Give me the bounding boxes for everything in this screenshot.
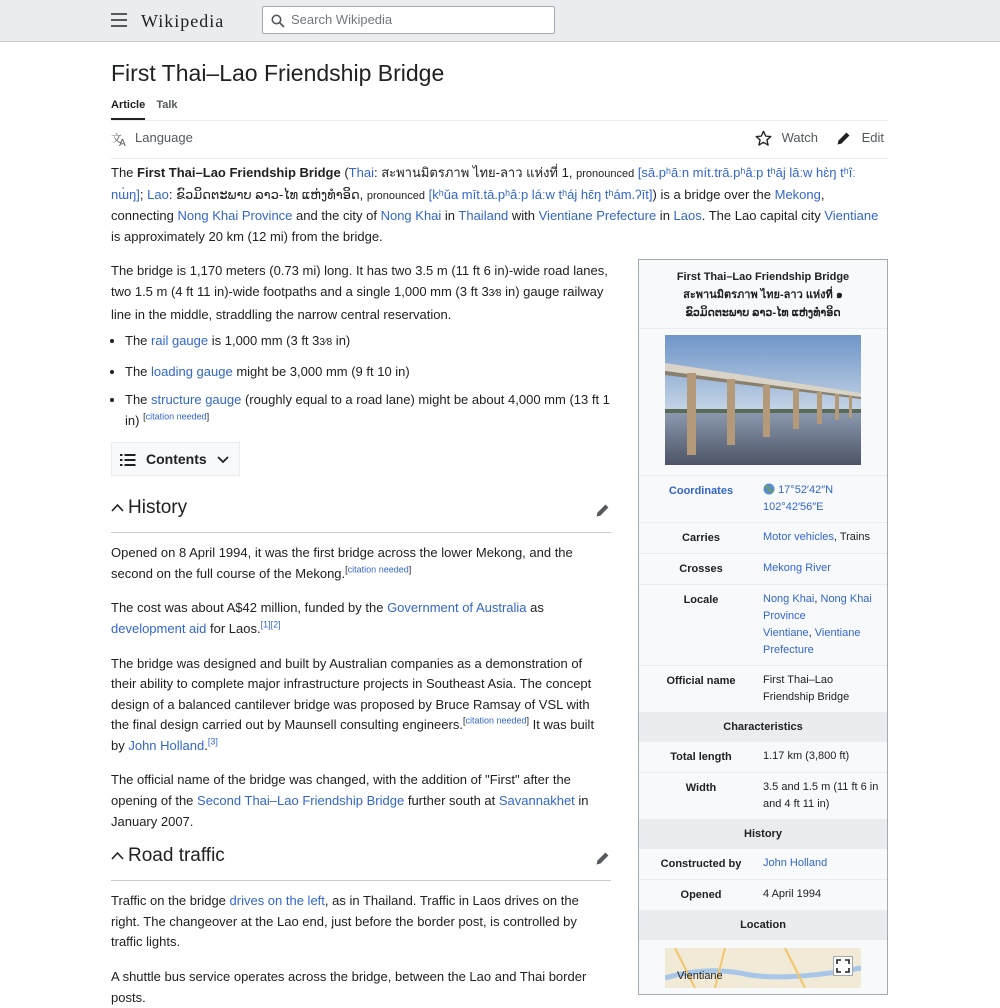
link-vientiane-prefecture[interactable]: Vientiane Prefecture — [538, 208, 657, 224]
link-nong-khai-province[interactable]: Nong Khai Province — [763, 593, 872, 622]
list-item: • The structure gauge (roughly equal to a road lane) might be about 4,000 mm (13 ft 1 in) [citation needed] — [125, 390, 611, 431]
link-government-of-australia[interactable]: Government of Australia — [387, 600, 527, 616]
page-toolbar — [111, 128, 888, 150]
top-header — [0, 0, 1000, 42]
svg-text:文: 文 — [111, 131, 122, 145]
link-thailand[interactable]: Thailand — [458, 208, 509, 224]
link-john-holland[interactable]: John Holland — [763, 857, 828, 869]
link-vientiane[interactable]: Vientiane — [763, 627, 809, 639]
reference-link[interactable]: [3] — [207, 736, 218, 747]
link-vientiane[interactable]: Vientiane — [824, 208, 879, 224]
road-traffic-section-header[interactable] — [111, 842, 611, 881]
bridge-photo[interactable] — [639, 329, 887, 476]
search-box[interactable] — [262, 6, 555, 34]
divider — [111, 158, 888, 159]
language-label: Language — [135, 130, 193, 145]
citation-needed-link[interactable]: citation needed — [465, 715, 527, 726]
link-thai[interactable]: Thai — [348, 165, 374, 180]
history-paragraph: The bridge was designed and built by Australian companies as a demonstration of their ability to complete major infrastructure projects in Southeast Asia. The concept design of a balanced cantilever bridge was proposed by Bruce Ramsay of VSL with the final design carried out by Maunsell consulting engineers.[citation needed] It was built by John Holland.[3] — [111, 655, 595, 753]
section-heading: History — [128, 497, 188, 519]
infobox-row: Carries Motor vehicles, Trains — [639, 523, 887, 554]
star-icon — [755, 130, 772, 147]
link-rail-gauge[interactable]: rail gauge — [151, 333, 209, 349]
search-input[interactable] — [289, 11, 543, 28]
chevron-down-icon — [217, 456, 229, 464]
tab-talk[interactable]: Talk — [156, 99, 178, 111]
infobox-subheader: Characteristics — [639, 713, 887, 742]
link-lao[interactable]: Lao — [147, 186, 169, 202]
wikipedia-logo[interactable]: Wikipedia — [141, 11, 225, 31]
main-column — [111, 247, 611, 1008]
edit-button[interactable] — [835, 130, 884, 147]
link-development-aid[interactable]: development aid — [111, 620, 207, 636]
link-loading-gauge[interactable]: loading gauge — [151, 363, 233, 379]
tab-article[interactable]: Article — [111, 99, 145, 120]
article-content — [111, 163, 888, 1008]
search-icon — [271, 14, 285, 28]
link-ipa-lao[interactable]: [kʰǔa mīt.tā.pʰâːp láːw tʰáj hɛ̄ŋ tʰám.ʔīt] — [428, 186, 653, 202]
contents-label: Contents — [146, 450, 207, 467]
list-icon — [120, 453, 136, 467]
link-drives-on-the-left[interactable]: drives on the left — [229, 893, 325, 909]
pencil-icon[interactable] — [594, 502, 611, 519]
page-tabs — [111, 99, 186, 120]
link-savannakhet[interactable]: Savannakhet — [498, 793, 575, 809]
history-section-header[interactable] — [111, 494, 611, 533]
infobox-row: Width 3.5 and 1.5 m (11 ft 6 in and 4 ft 11 in) — [639, 773, 887, 820]
infobox-subheader: History — [639, 820, 887, 849]
link-john-holland[interactable]: John Holland — [128, 737, 205, 753]
map-label: Vientiane — [677, 970, 723, 982]
history-paragraph: The cost was about A$42 million, funded by the Government of Australia as development aid for Laos.[1][2] — [111, 600, 544, 636]
chevron-up-icon — [111, 503, 124, 513]
svg-text:A: A — [119, 137, 126, 147]
road-paragraph: Traffic on the bridge drives on the left, as in Thailand. Traffic in Laos drives on the right. The changeover at the Lao end, just before the border post, is controlled by traffic lights. — [111, 893, 579, 950]
edit-label: Edit — [861, 130, 884, 145]
list-item: • The loading gauge might be 3,000 mm (9 ft 10 in) — [125, 362, 611, 383]
section-heading: Road traffic — [128, 845, 225, 867]
link-structure-gauge[interactable]: structure gauge — [151, 392, 242, 408]
globe-icon — [763, 483, 775, 495]
article-subject: First Thai–Lao Friendship Bridge — [137, 165, 341, 180]
link-motor-vehicles[interactable]: Motor vehicles — [763, 531, 834, 543]
infobox-row: Crosses Mekong River — [639, 554, 887, 585]
reference-link[interactable]: [1] — [260, 619, 271, 630]
watch-label: Watch — [781, 130, 818, 145]
link-vientiane-prefecture[interactable]: Vientiane Prefecture — [763, 627, 861, 656]
contents-toggle[interactable] — [111, 442, 240, 477]
reference-link[interactable]: [2] — [270, 619, 281, 630]
divider — [111, 120, 888, 121]
language-icon — [111, 131, 129, 147]
citation-needed-link[interactable]: citation needed — [347, 564, 409, 575]
link-nong-khai[interactable]: Nong Khai — [763, 593, 815, 605]
link-mekong-river[interactable]: Mekong River — [763, 562, 831, 574]
infobox-row — [639, 476, 887, 523]
page-title: First Thai–Lao Friendship Bridge — [111, 60, 445, 86]
intro-paragraph: The First Thai–Lao Friendship Bridge (Thai: สะพานมิตรภาพ ไทย-ลาว แห่งที่ 1, pronounced [sā.pʰāːn mít.trā.pʰâːp tʰāj lāːw hɛ̀ŋ tʰîː nɯ̀ŋ]; Lao: ຂົວມິດຕະພາບ ລາວ-ໄທ ແຫ່ງທໍາອິດ, pronounced [kʰǔa mīt.tā.pʰâːp láːw tʰáj hɛ̄ŋ tʰám.ʔīt]) is a bridge over the Mekong, connecting Nong Khai Province and the city of Nong Khai in Thailand with Vientiane Prefecture in Laos. The Lao capital city Vientiane is approximately 20 km (12 mi) from the bridge. — [111, 165, 879, 244]
pencil-icon — [835, 130, 852, 147]
infobox-title: First Thai–Lao Friendship Bridge สะพานมิตรภาพ ไทย-ลาว แห่งที่ ๑ ຂົວມິດຕະພາບ ລາວ-ໄທ ແຫ່ງທໍາອິດ — [639, 260, 887, 329]
link-laos[interactable]: Laos — [673, 208, 702, 224]
infobox-row: Constructed by John Holland — [639, 849, 887, 880]
list-item: • The rail gauge is 1,000 mm (3 ft 33⁄8 in) — [125, 331, 611, 354]
citation-needed-link[interactable]: citation needed — [145, 411, 207, 422]
infobox-row: Locale Nong Khai, Nong Khai Province Vientiane, Vientiane Prefecture — [639, 585, 887, 666]
infobox-row: Official name First Thai–Lao Friendship Bridge — [639, 666, 887, 713]
history-paragraph: Opened on 8 April 1994, it was the first bridge across the lower Mekong, and the second on the full course of the Mekong.[citation needed] — [111, 545, 573, 581]
history-paragraph: The official name of the bridge was changed, with the addition of "First" after the opening of the Second Thai–Lao Friendship Bridge further south at Savannakhet in January 2007. — [111, 772, 589, 829]
coordinates-link[interactable]: 17°52′42″N 102°42′56″E — [763, 484, 834, 513]
fullscreen-button[interactable] — [833, 956, 853, 976]
chevron-up-icon — [111, 851, 124, 861]
bridge-image — [665, 335, 861, 465]
watch-button[interactable] — [755, 130, 818, 147]
link-ipa-thai[interactable]: [sā.pʰāːn mít.trā.pʰâːp tʰāj lāːw hɛ̀ŋ tʰîː nɯ̀ŋ] — [111, 165, 856, 202]
main-menu-icon[interactable] — [111, 13, 127, 27]
pencil-icon[interactable] — [594, 850, 611, 867]
road-paragraph: A shuttle bus service operates across the bridge, between the Lao and Thai border posts. — [111, 969, 587, 1005]
fullscreen-icon — [834, 957, 852, 975]
infobox-row: Total length 1.17 km (3,800 ft) — [639, 742, 887, 773]
location-map[interactable] — [639, 940, 887, 994]
link-mekong[interactable]: Mekong — [774, 186, 821, 202]
infobox — [638, 259, 888, 995]
language-button[interactable] — [111, 130, 193, 147]
link-nong-khai-province[interactable]: Nong Khai Province — [177, 208, 293, 224]
specs-paragraph: The bridge is 1,170 meters (0.73 mi) long. It has two 3.5 m (11 ft 6 in)-wide road lanes, two 1.5 m (4 ft 11 in)-wide footpaths and a single 1,000 mm (3 ft 33⁄8 in) gauge railway line in the middle, straddling the narrow central reservation. — [111, 263, 608, 322]
coordinates-label[interactable]: Coordinates — [668, 485, 734, 497]
link-second-bridge[interactable]: Second Thai–Lao Friendship Bridge — [197, 793, 405, 809]
link-nong-khai[interactable]: Nong Khai — [380, 208, 442, 224]
infobox-subheader: Location — [639, 911, 887, 940]
gauge-list — [111, 331, 611, 431]
infobox-row: Opened 4 April 1994 — [639, 880, 887, 911]
